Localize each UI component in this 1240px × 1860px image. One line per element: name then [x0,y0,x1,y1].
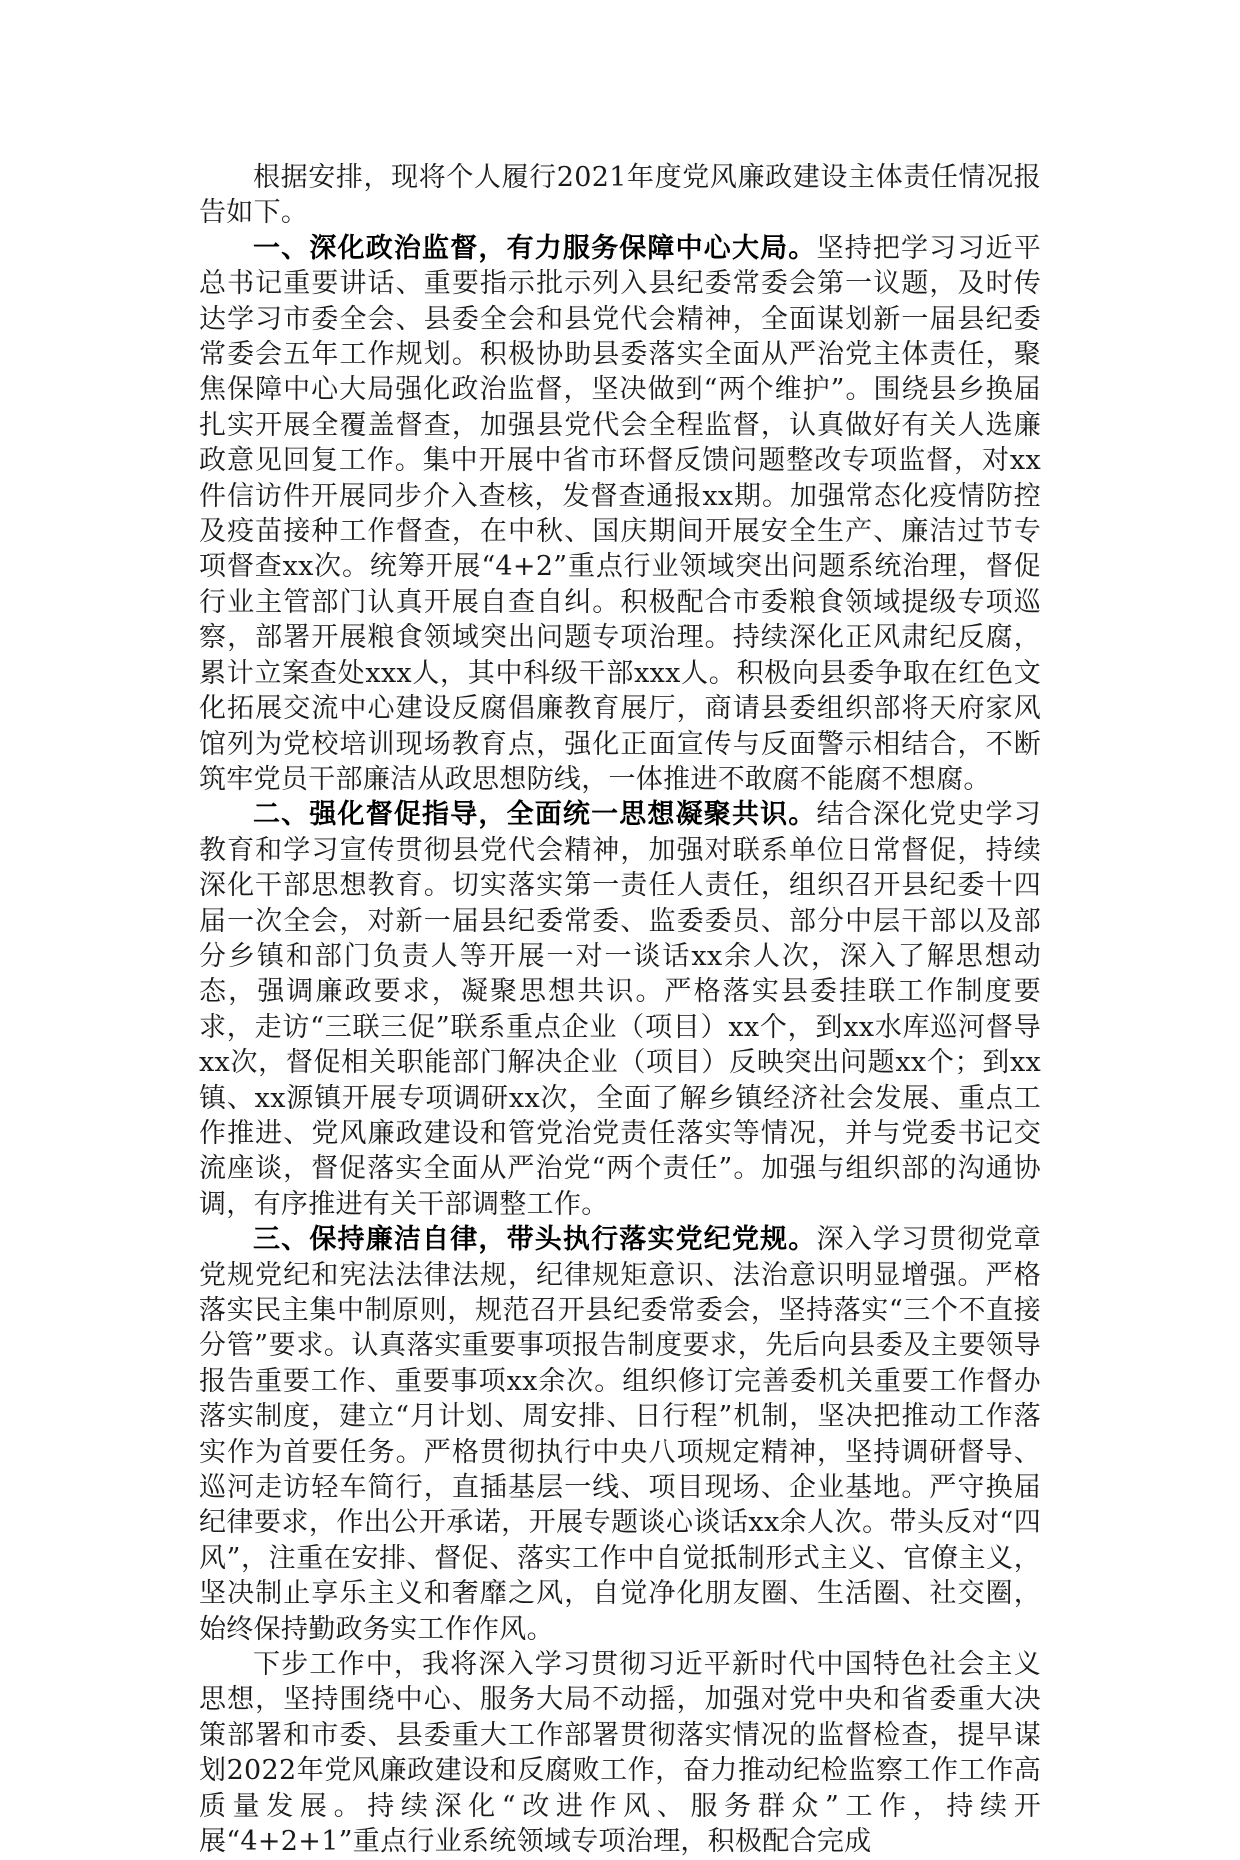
section-2-heading: 二、强化督促指导，全面统一思想凝聚共识。 [253,799,817,831]
document-page [199,160,1041,1860]
section-1-heading: 一、深化政治监督，有力服务保障中心大局。 [253,232,817,264]
section-2-paragraph [199,797,1041,1222]
intro-paragraph: 根据安排，现将个人履行2021年度党风廉政建设主体责任情况报告如下。 [199,162,1041,229]
section-1-paragraph [199,231,1041,798]
section-1-body: 坚持把学习习近平总书记重要讲话、重要指示批示列入县纪委常委会第一议题，及时传达学习市委全会、县委全会和县党代会精神，全面谋划新一届县纪委常委会五年工作规划。积极协助县委落实全面从严治党主体责任，聚焦保障中心大局强化政治监督，坚决做到“两个维护”。围绕县乡换届扎实开展全覆盖督查，加强县党代会全程监督，认真做好有关人选廉政意见回复工作。集中开展中省市环督反馈问题整改专项监督，对xx件信访件开展同步介入查核，发督查通报xx期。加强常态化疫情防控及疫苗接种工作督查，在中秋、国庆期间开展安全生产、廉洁过节专项督查xx次。统筹开展“4+2”重点行业领域突出问题系统治理，督促行业主管部门认真开展自查自纠。积极配合市委粮食领域提级专项巡察，部署开展粮食领域突出问题专项治理。持续深化正风肃纪反腐，累计立案查处xxx人，其中科级干部xxx人。积极向县委争取在红色文化拓展交流中心建设反腐倡廉教育展厅，商请县委组织部将天府家风馆列为党校培训现场教育点，强化正面宣传与反面警示相结合，不断筑牢党员干部廉洁从政思想防线，一体推进不敢腐不能腐不想腐。 [199,232,1042,795]
section-3-heading: 三、保持廉洁自律，带头执行落实党纪党规。 [253,1224,817,1256]
closing-paragraph: 下步工作中，我将深入学习贯彻习近平新时代中国特色社会主义思想，坚持围绕中心、服务大局不动摇，加强对党中央和省委重大决策部署和市委、县委重大工作部署贯彻落实情况的监督检查，提早谋划2022年党风廉政建设和反腐败工作，奋力推动纪检监察工作工作高质量发展。持续深化“改进作风、服务群众”工作，持续开展“4+2+1”重点行业系统领域专项治理，积极配合完成 [199,1649,1041,1858]
section-3-paragraph [199,1222,1041,1647]
section-2-body: 结合深化党史学习教育和学习宣传贯彻县党代会精神，加强对联系单位日常督促，持续深化干部思想教育。切实落实第一责任人责任，组织召开县纪委十四届一次全会，对新一届县纪委常委、监委委员、部分中层干部以及部分乡镇和部门负责人等开展一对一谈话xx余人次，深入了解思想动态，强调廉政要求，凝聚思想共识。严格落实县委挂联工作制度要求，走访“三联三促”联系重点企业（项目）xx个，到xx水库巡河督导xx次，督促相关职能部门解决企业（项目）反映突出问题xx个；到xx镇、xx源镇开展专项调研xx次，全面了解乡镇经济社会发展、重点工作推进、党风廉政建设和管党治党责任落实等情况，并与党委书记交流座谈，督促落实全面从严治党“两个责任”。加强与组织部的沟通协调，有序推进有关干部调整工作。 [199,799,1042,1220]
section-3-body: 深入学习贯彻党章党规党纪和宪法法律法规，纪律规矩意识、法治意识明显增强。严格落实民主集中制原则，规范召开县纪委常委会，坚持落实“三个不直接分管”要求。认真落实重要事项报告制度要求，先后向县委及主要领导报告重要工作、重要事项xx余次。组织修订完善委机关重要工作督办落实制度，建立“月计划、周安排、日行程”机制，坚决把推动工作落实作为首要任务。严格贯彻执行中央八项规定精神，坚持调研督导、巡河走访轻车简行，直插基层一线、项目现场、企业基地。严守换届纪律要求，作出公开承诺，开展专题谈心谈话xx余人次。带头反对“四风”，注重在安排、督促、落实工作中自觉抵制形式主义、官僚主义，坚决制止享乐主义和奢靡之风，自觉净化朋友圈、生活圈、社交圈，始终保持勤政务实工作作风。 [199,1224,1042,1645]
